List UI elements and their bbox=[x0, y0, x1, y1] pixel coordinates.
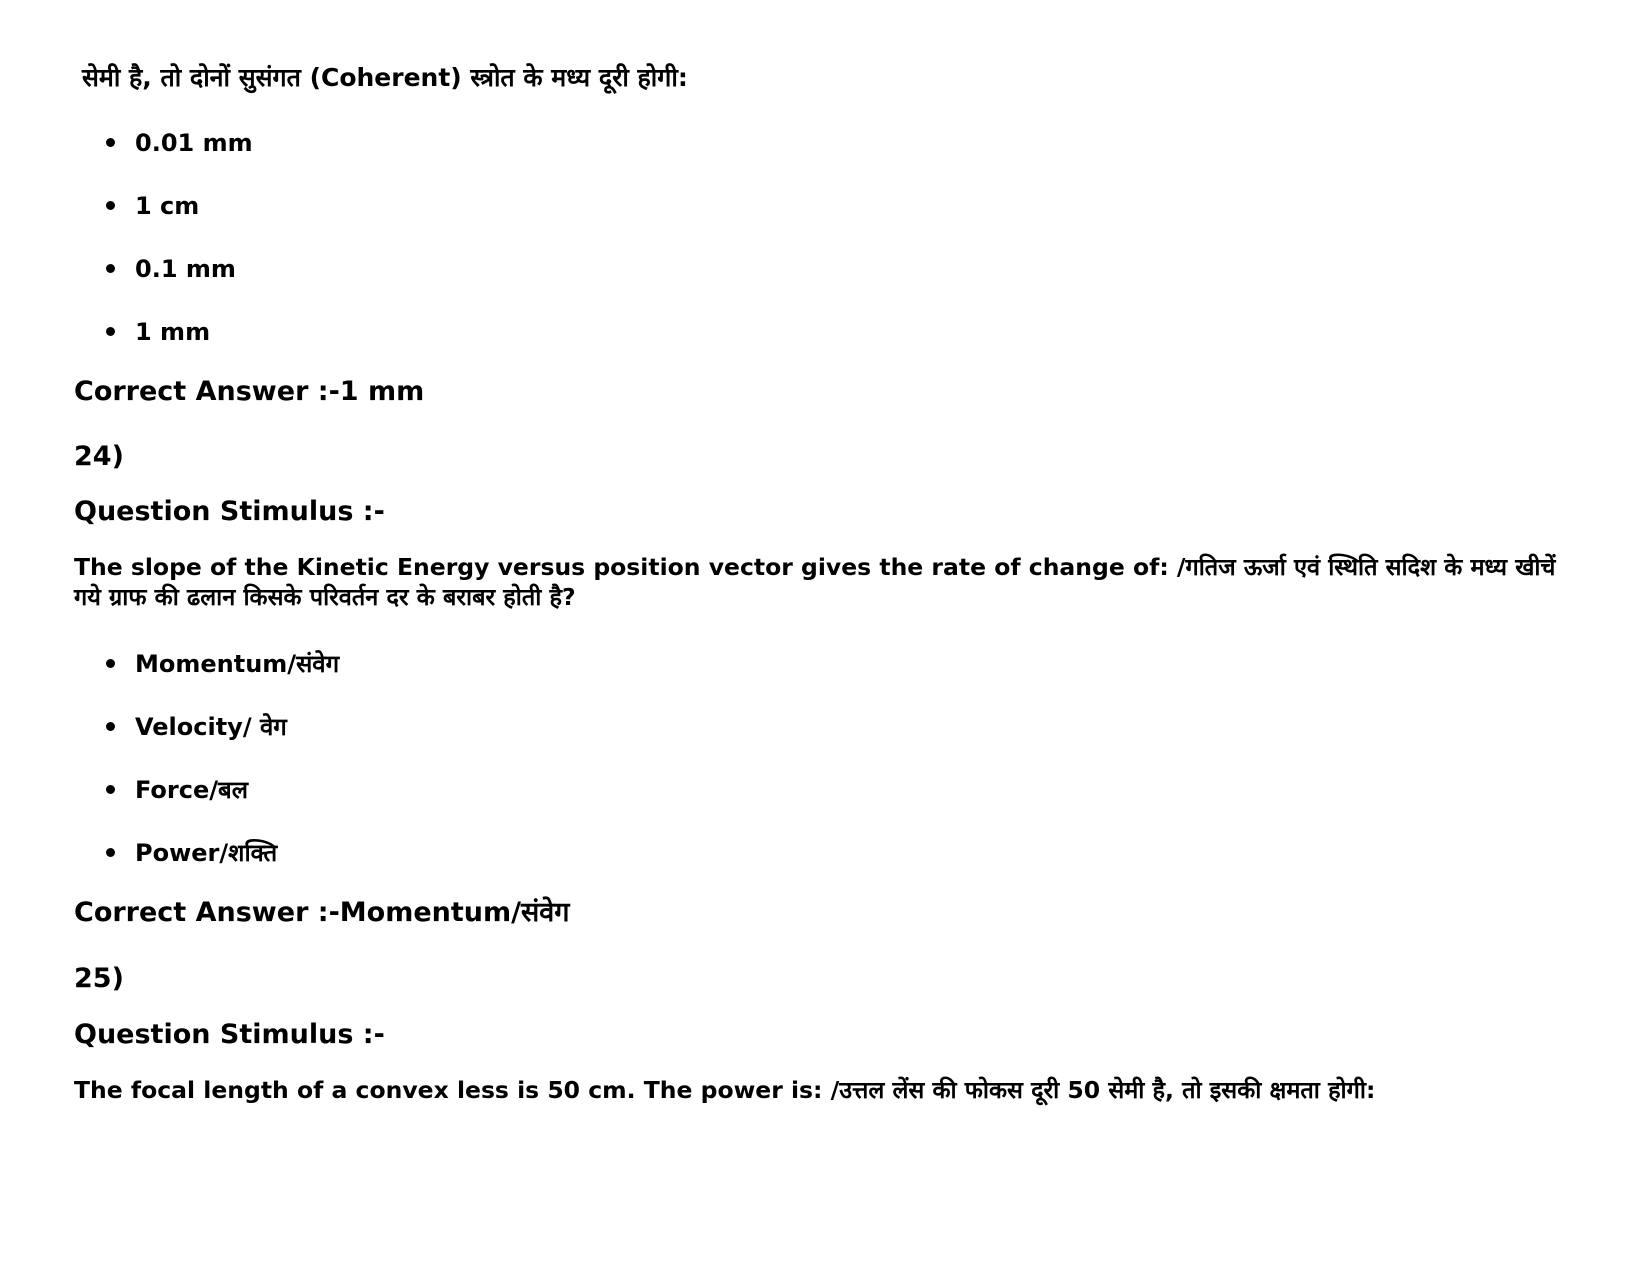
option-text: 0.01 mm bbox=[135, 129, 253, 157]
option-text: Force/बल bbox=[135, 776, 248, 804]
q24-option-3 bbox=[106, 774, 248, 806]
bullet-icon bbox=[106, 785, 115, 794]
q24-number: 24) bbox=[74, 441, 124, 472]
q24-option-2 bbox=[106, 711, 287, 743]
option-text: 1 mm bbox=[135, 318, 211, 346]
q23-option-1 bbox=[106, 127, 253, 159]
q24-option-4 bbox=[106, 837, 277, 869]
q25-stimulus-text: The focal length of a convex less is 50 cm. The power is: /उत्तल लेंस की फोकस दूरी 50 सेमी है, तो इसकी क्षमता होगी: bbox=[74, 1076, 1376, 1104]
q24-stimulus-label: Question Stimulus :- bbox=[74, 496, 385, 527]
option-text: Power/शक्ति bbox=[135, 839, 278, 867]
bullet-icon bbox=[106, 264, 115, 273]
bullet-icon bbox=[106, 659, 115, 668]
bullet-icon bbox=[106, 201, 115, 210]
q24-correct-answer: Correct Answer :-Momentum/संवेग bbox=[74, 897, 570, 928]
bullet-icon bbox=[106, 138, 115, 147]
q25-number: 25) bbox=[74, 963, 124, 994]
option-text: 1 cm bbox=[135, 192, 200, 220]
bullet-icon bbox=[106, 848, 115, 857]
q23-option-4 bbox=[106, 316, 210, 348]
bullet-icon bbox=[106, 722, 115, 731]
q24-option-1 bbox=[106, 648, 339, 680]
q23-correct-answer: Correct Answer :-1 mm bbox=[74, 376, 425, 407]
q25-stimulus-label: Question Stimulus :- bbox=[74, 1019, 385, 1050]
q24-stimulus-text: The slope of the Kinetic Energy versus position vector gives the rate of change of: /गतिज ऊर्जा एवं स्थिति सदिश के मध्य खीचें गये ग्राफ की ढलान किसके परिवर्तन दर के बराबर होती है? bbox=[74, 553, 1556, 611]
option-text: Momentum/संवेग bbox=[135, 650, 340, 678]
q23-option-3 bbox=[106, 253, 236, 285]
option-text: 0.1 mm bbox=[135, 255, 236, 283]
q23-option-2 bbox=[106, 190, 199, 222]
bullet-icon bbox=[106, 327, 115, 336]
question-23-continuation: सेमी है, तो दोनों सुसंगत (Coherent) स्त्रोत के मध्य दूरी होगी: bbox=[82, 63, 688, 92]
option-text: Velocity/ वेग bbox=[135, 713, 287, 741]
